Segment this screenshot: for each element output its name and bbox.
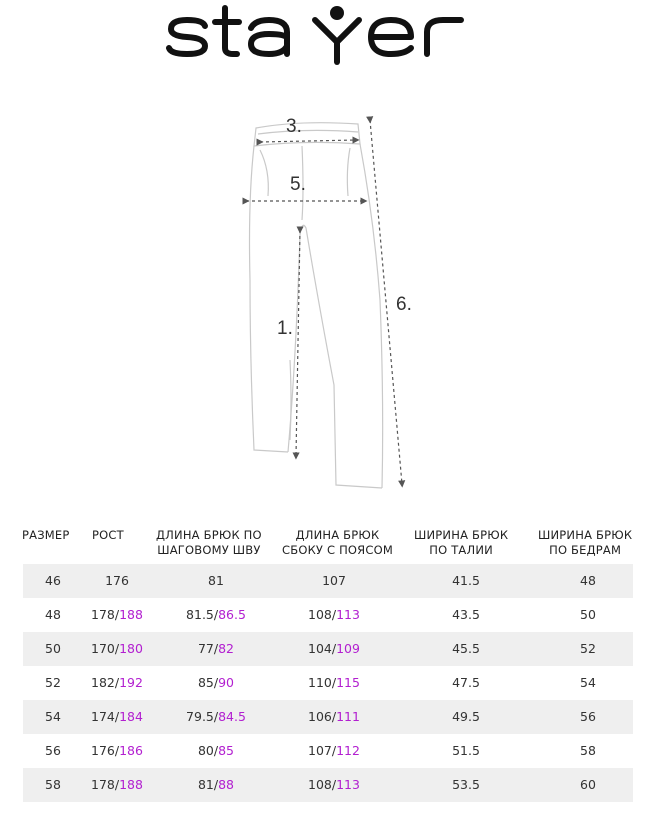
cell-side-length <box>279 632 389 666</box>
table-row <box>20 734 650 768</box>
cell-hips <box>533 666 643 700</box>
cell-hips <box>533 632 643 666</box>
cell-hips-value: 52 <box>580 641 596 656</box>
cell-height-value: 170/ <box>91 641 120 656</box>
cell-inseam-value: 79.5/ <box>186 709 219 724</box>
cell-height <box>62 768 172 802</box>
cell-height-alt-value: 184 <box>119 709 143 724</box>
cell-waist-value: 43.5 <box>452 607 480 622</box>
size-table <box>20 522 650 802</box>
pants-measurement-diagram <box>230 100 430 500</box>
header-hip-width: ШИРИНА БРЮК ПО БЕДРАМ <box>538 528 633 557</box>
cell-waist <box>411 734 521 768</box>
cell-inseam <box>161 768 271 802</box>
cell-side-length-value: 107/ <box>308 743 337 758</box>
stayer-logo <box>165 4 503 66</box>
cell-waist-value: 47.5 <box>452 675 480 690</box>
cell-side-length <box>279 734 389 768</box>
cell-height-alt-value: 186 <box>119 743 143 758</box>
cell-waist <box>411 700 521 734</box>
cell-size-value: 52 <box>45 675 61 690</box>
cell-waist-value: 41.5 <box>452 573 480 588</box>
label-hip-number: 5. <box>290 174 306 195</box>
cell-side-length-value: 106/ <box>308 709 337 724</box>
cell-side-length-alt-value: 112 <box>336 743 360 758</box>
cell-inseam-value: 81 <box>208 573 224 588</box>
cell-hips <box>533 700 643 734</box>
cell-inseam-alt-value: 82 <box>218 641 235 656</box>
cell-inseam-value: 81/ <box>197 777 219 792</box>
cell-side-length-value: 104/ <box>308 641 337 656</box>
table-row <box>23 564 633 598</box>
cell-waist <box>411 632 521 666</box>
cell-inseam <box>161 598 271 632</box>
cell-height <box>62 632 172 666</box>
cell-side-length <box>279 700 389 734</box>
cell-hips-value: 54 <box>580 675 596 690</box>
cell-height <box>62 598 172 632</box>
cell-side-length-value: 108/ <box>308 607 337 622</box>
cell-height-value: 178/ <box>91 777 120 792</box>
cell-inseam <box>161 666 271 700</box>
cell-height <box>62 700 172 734</box>
cell-size-value: 46 <box>45 573 61 588</box>
cell-inseam <box>161 734 271 768</box>
cell-inseam-alt-value: 86.5 <box>218 607 246 622</box>
header-side-length: ДЛИНА БРЮК СБОКУ С ПОЯСОМ <box>282 528 393 557</box>
cell-height-value: 174/ <box>91 709 120 724</box>
label-inseam-number: 1. <box>277 318 293 339</box>
cell-size-value: 48 <box>45 607 61 622</box>
cell-waist <box>411 564 521 598</box>
cell-size-value: 50 <box>45 641 61 656</box>
cell-inseam-alt-value: 90 <box>218 675 235 690</box>
cell-inseam <box>161 632 271 666</box>
cell-height-value: 176/ <box>91 743 120 758</box>
cell-side-length-alt-value: 111 <box>336 709 360 724</box>
header-size: РАЗМЕР <box>22 528 70 542</box>
table-row <box>23 768 633 802</box>
cell-inseam-alt-value: 88 <box>218 777 235 792</box>
pants-outline-icon <box>250 123 383 488</box>
cell-side-length-alt-value: 109 <box>336 641 360 656</box>
cell-height-alt-value: 188 <box>119 607 143 622</box>
cell-waist <box>411 598 521 632</box>
cell-waist-value: 53.5 <box>452 777 480 792</box>
cell-height-alt-value: 192 <box>119 675 143 690</box>
cell-hips <box>533 734 643 768</box>
cell-hips-value: 60 <box>580 777 596 792</box>
cell-waist-value: 49.5 <box>452 709 480 724</box>
label-waist-number: 3. <box>286 116 302 137</box>
logo-dot-icon <box>330 6 344 20</box>
cell-side-length <box>279 598 389 632</box>
cell-hips-value: 50 <box>580 607 596 622</box>
cell-height-value: 176 <box>105 573 129 588</box>
cell-side-length-value: 110/ <box>308 675 337 690</box>
table-row <box>23 632 633 666</box>
cell-size-value: 58 <box>45 777 61 792</box>
cell-size-value: 56 <box>45 743 61 758</box>
label-side-length-number: 6. <box>396 294 412 315</box>
header-waist-width: ШИРИНА БРЮК ПО ТАЛИИ <box>414 528 509 557</box>
cell-waist <box>411 666 521 700</box>
cell-height <box>62 734 172 768</box>
cell-height-alt-value: 188 <box>119 777 143 792</box>
cell-height-value: 182/ <box>91 675 120 690</box>
cell-side-length <box>279 768 389 802</box>
cell-hips <box>533 598 643 632</box>
cell-side-length <box>279 564 389 598</box>
header-height: РОСТ <box>92 528 124 542</box>
cell-size-value: 54 <box>45 709 61 724</box>
cell-hips <box>533 564 643 598</box>
cell-side-length-alt-value: 113 <box>336 777 360 792</box>
cell-inseam-value: 77/ <box>197 641 219 656</box>
cell-height-alt-value: 180 <box>119 641 143 656</box>
cell-inseam <box>161 564 271 598</box>
cell-inseam-alt-value: 85 <box>218 743 235 758</box>
cell-hips-value: 56 <box>580 709 596 724</box>
table-row <box>20 598 650 632</box>
cell-hips-value: 58 <box>580 743 596 758</box>
table-row <box>20 666 650 700</box>
cell-waist-value: 45.5 <box>452 641 480 656</box>
cell-waist <box>411 768 521 802</box>
cell-inseam-value: 80/ <box>197 743 219 758</box>
cell-side-length-value: 107 <box>322 573 346 588</box>
cell-inseam <box>161 700 271 734</box>
cell-waist-value: 51.5 <box>452 743 480 758</box>
cell-inseam-alt-value: 84.5 <box>218 709 246 724</box>
cell-height-value: 178/ <box>91 607 120 622</box>
cell-side-length-alt-value: 113 <box>336 607 360 622</box>
cell-inseam-value: 81.5/ <box>186 607 219 622</box>
table-body <box>20 564 650 802</box>
header-inseam-length: ДЛИНА БРЮК ПО ШАГОВОМУ ШВУ <box>156 528 262 557</box>
cell-height <box>62 666 172 700</box>
cell-inseam-value: 85/ <box>197 675 219 690</box>
cell-hips-value: 48 <box>580 573 596 588</box>
cell-side-length-value: 108/ <box>308 777 337 792</box>
cell-side-length <box>279 666 389 700</box>
cell-side-length-alt-value: 115 <box>336 675 360 690</box>
table-row <box>23 700 633 734</box>
cell-height <box>62 564 172 598</box>
cell-hips <box>533 768 643 802</box>
table-header <box>20 522 650 564</box>
